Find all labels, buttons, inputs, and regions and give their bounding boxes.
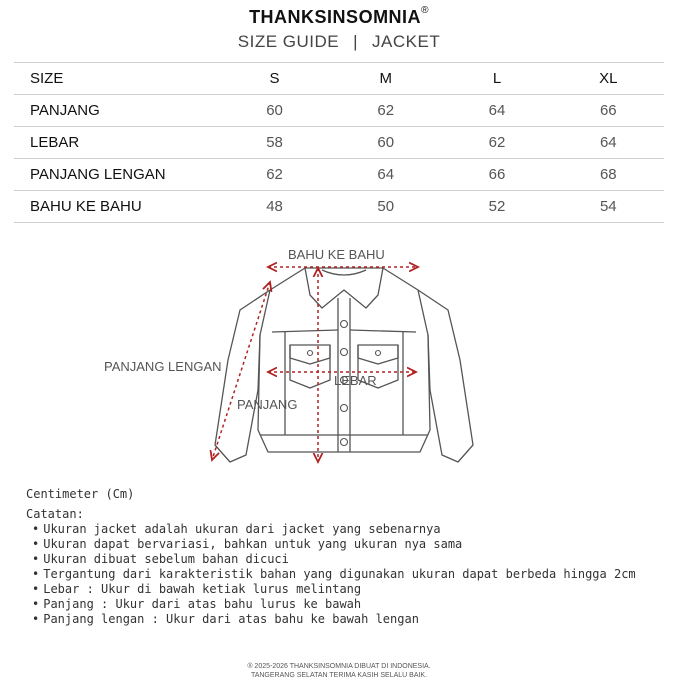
list-item: • Ukuran jacket adalah ukuran dari jacket yang sebenarnya xyxy=(32,522,636,537)
table-cell: 52 xyxy=(441,191,552,223)
list-item: • Ukuran dapat bervariasi, bahkan untuk yang ukuran nya sama xyxy=(32,537,636,552)
footer xyxy=(0,662,678,680)
table-cell: 66 xyxy=(441,159,552,191)
table-cell: 66 xyxy=(553,95,664,127)
table-cell: 64 xyxy=(553,127,664,159)
notes-list xyxy=(26,522,636,627)
row-label: BAHU KE BAHU xyxy=(14,191,219,223)
column-header-xl: XL xyxy=(553,63,664,95)
column-header-size: SIZE xyxy=(14,63,219,95)
row-label: PANJANG LENGAN xyxy=(14,159,219,191)
table-row xyxy=(14,159,664,191)
footer-tagline: TANGERANG SELATAN TERIMA KASIH SELALU BAIK. xyxy=(250,672,428,679)
table-cell: 60 xyxy=(330,127,441,159)
table-cell: 58 xyxy=(219,127,330,159)
measure-lines xyxy=(212,267,418,462)
footer-copyright: ® 2025-2026 THANKSINSOMNIA DIBUAT DI INDONESIA. xyxy=(247,663,431,670)
label-lebar: LEBAR xyxy=(334,373,377,388)
table-cell: 60 xyxy=(219,95,330,127)
table-cell: 62 xyxy=(219,159,330,191)
table-row xyxy=(14,127,664,159)
table-header-row xyxy=(14,63,664,95)
table-cell: 54 xyxy=(553,191,664,223)
list-item: • Ukuran dibuat sebelum bahan dicuci xyxy=(32,552,636,567)
table-row xyxy=(14,191,664,223)
label-panjang: PANJANG xyxy=(237,397,298,412)
table-cell: 48 xyxy=(219,191,330,223)
subtitle-separator: | xyxy=(353,32,359,51)
subtitle-size-guide: SIZE GUIDE xyxy=(237,32,340,51)
registered-mark: ® xyxy=(421,5,429,16)
list-item: • Panjang : Ukur dari atas bahu lurus ke bawah xyxy=(32,597,636,612)
column-header-l: L xyxy=(441,63,552,95)
notes-heading: Catatan: xyxy=(26,507,84,521)
table-cell: 64 xyxy=(330,159,441,191)
row-label: LEBAR xyxy=(14,127,219,159)
size-table xyxy=(14,62,664,223)
notes-section xyxy=(26,507,636,627)
list-item: • Tergantung dari karakteristik bahan yang digunakan ukuran dapat berbeda hingga 2cm xyxy=(32,567,636,582)
brand-title: THANKSINSOMNIA® xyxy=(249,5,429,27)
list-item: • Panjang lengan : Ukur dari atas bahu ke bawah lengan xyxy=(32,612,636,627)
list-item: • Lebar : Ukur di bawah ketiak lurus melintang xyxy=(32,582,636,597)
table-row xyxy=(14,95,664,127)
table-cell: 62 xyxy=(441,127,552,159)
column-header-m: M xyxy=(330,63,441,95)
label-panjang-lengan: PANJANG LENGAN xyxy=(104,359,222,374)
page-subtitle xyxy=(0,32,678,52)
table-cell: 68 xyxy=(553,159,664,191)
row-label: PANJANG xyxy=(14,95,219,127)
table-cell: 64 xyxy=(441,95,552,127)
jacket-outline-icon xyxy=(215,268,473,462)
unit-label: Centimeter (Cm) xyxy=(26,487,135,501)
jacket-diagram xyxy=(0,240,678,480)
column-header-s: S xyxy=(219,63,330,95)
table-cell: 62 xyxy=(330,95,441,127)
subtitle-jacket: JACKET xyxy=(372,32,441,51)
table-cell: 50 xyxy=(330,191,441,223)
label-bahu-ke-bahu: BAHU KE BAHU xyxy=(288,247,385,262)
